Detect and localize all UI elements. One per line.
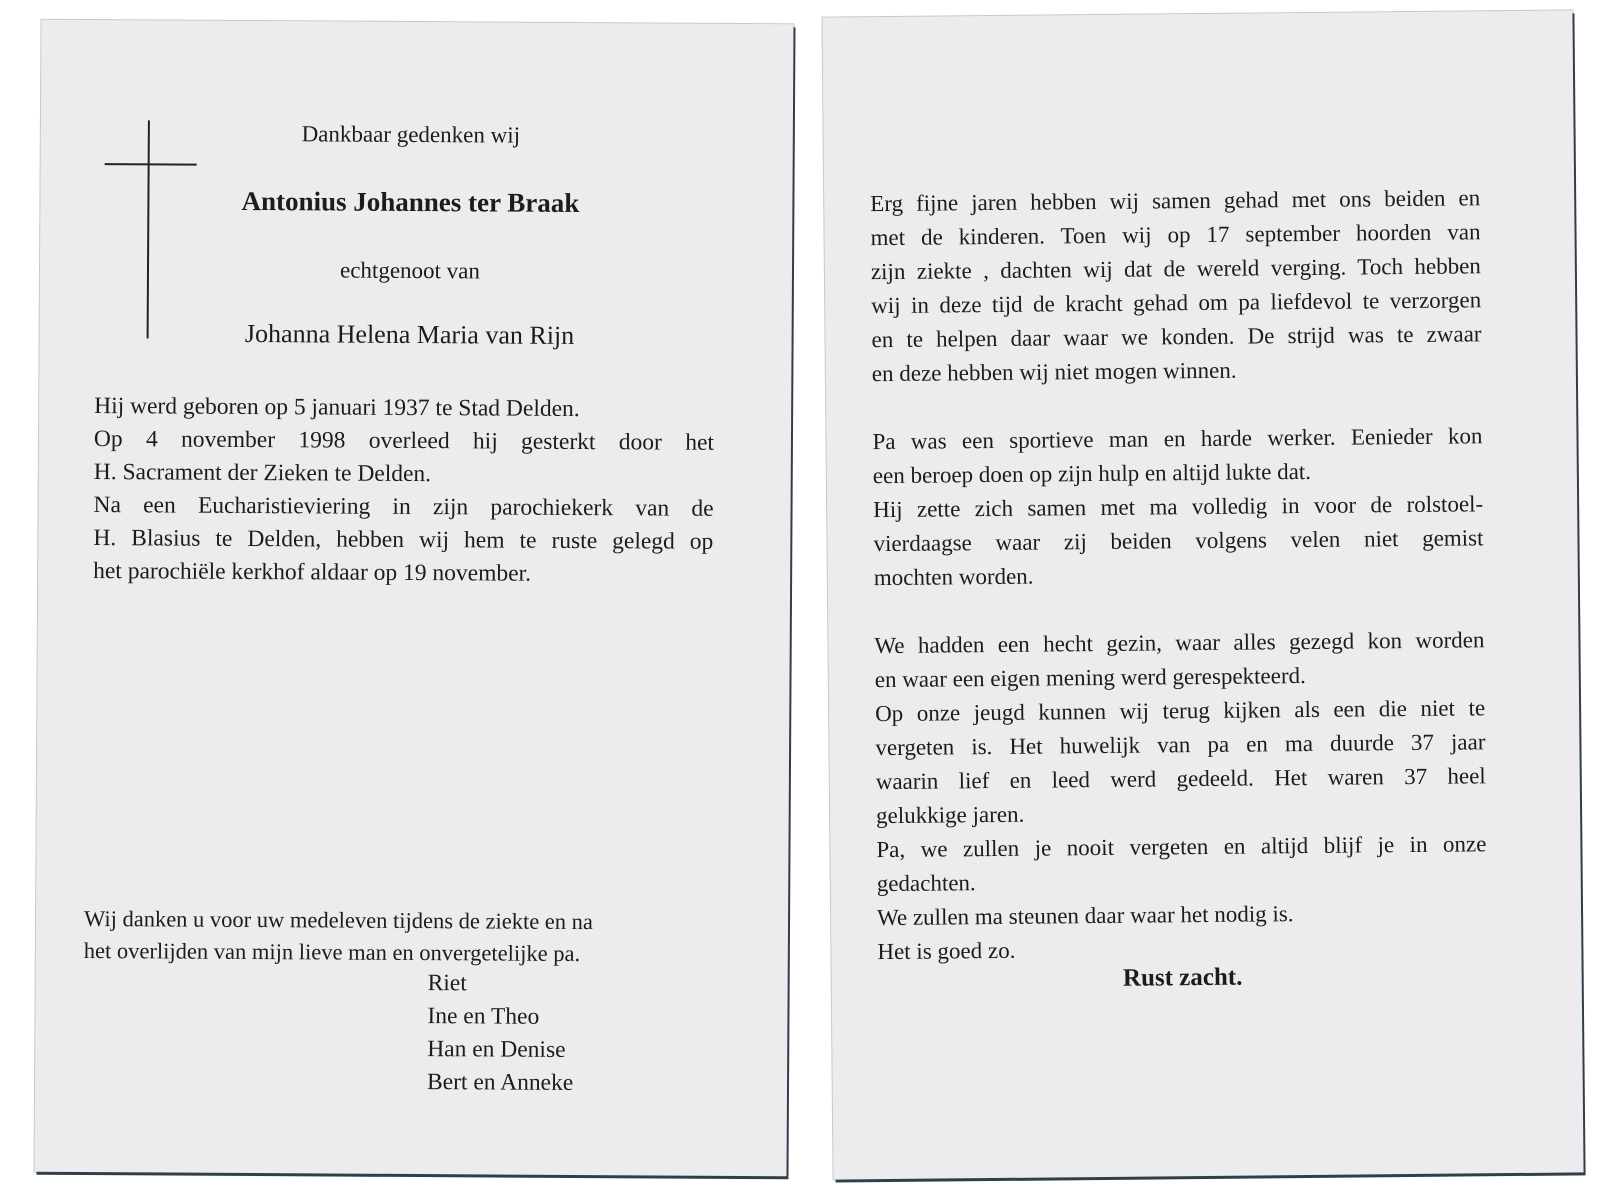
thanks-line: Wij danken u voor uw medeleven tijdens de ziekte en na xyxy=(83,905,594,935)
tribute-line: met de kinderen. Toen wij op 17 september hoorden van xyxy=(870,219,1481,251)
memorial-card-left xyxy=(34,20,793,1177)
tribute-line: We zullen ma steunen daar waar het nodig is. xyxy=(876,901,1294,931)
tribute-line: We hadden een hecht gezin, waar alles gezegd kon worden xyxy=(874,627,1485,659)
bio-line: H. Sacrament der Zieken te Delden. xyxy=(93,459,432,488)
family-signatures xyxy=(427,967,574,1100)
tribute-line: vergeten is. Het huwelijk van pa en ma duurde 37 jaar xyxy=(875,729,1486,761)
tribute-line: mochten worden. xyxy=(873,563,1034,591)
tribute-line: Erg fijne jaren hebben wij samen gehad met ons beiden en xyxy=(870,185,1481,217)
family-member: Han en Denise xyxy=(427,1036,566,1063)
bio-line: het parochiële kerkhof aldaar op 19 november. xyxy=(93,558,532,587)
tribute-line: een beroep doen op zijn hulp en altijd lukte dat. xyxy=(872,458,1312,489)
tribute-text xyxy=(870,181,1487,969)
memorial-card-right xyxy=(822,10,1583,1179)
family-member: Ine en Theo xyxy=(427,1003,540,1030)
family-member: Bert en Anneke xyxy=(426,1069,574,1096)
spouse-name: Johanna Helena Maria van Rijn xyxy=(244,318,575,350)
tribute-line: Hij zette zich samen met ma volledig in voor de rolstoel- xyxy=(873,491,1484,523)
family-member: Riet xyxy=(427,970,467,997)
tribute-line: gelukkige jaren. xyxy=(875,801,1025,829)
closing-text: Rust zacht. xyxy=(1122,963,1243,992)
tribute-line: gedachten. xyxy=(876,870,976,897)
tribute-line: Op onze jeugd kunnen wij terug kijken als een die niet te xyxy=(875,695,1486,727)
bio-line: Hij werd geboren op 5 januari 1937 te Stad Delden. xyxy=(94,393,580,423)
bio-line: Op 4 november 1998 overleed hij gesterkt door het xyxy=(93,426,715,456)
tribute-line: vierdaagse waar zij beiden volgens velen niet gemist xyxy=(873,525,1484,557)
tribute-line: en deze hebben wij niet mogen winnen. xyxy=(871,357,1237,387)
tribute-line: Pa, we zullen je nooit vergeten en altijd blijf je in onze xyxy=(876,831,1487,863)
deceased-name: Antonius Johannes ter Braak xyxy=(241,185,580,219)
tribute-line: en te helpen daar waar we konden. De strijd was te zwaar xyxy=(871,321,1482,353)
intro-text: Dankbaar gedenken wij xyxy=(301,121,521,148)
cross-icon xyxy=(147,120,150,338)
tribute-line: zijn ziekte , dachten wij dat de wereld verging. Toch hebben xyxy=(870,253,1481,285)
tribute-line: wij in deze tijd de kracht gehad om pa liefdevol te verzorgen xyxy=(871,287,1482,319)
tribute-line: Het is goed zo. xyxy=(877,937,1016,965)
thanks-message xyxy=(84,903,694,971)
tribute-line: Pa was een sportieve man en harde werker. Eenieder kon xyxy=(872,423,1483,455)
tribute-line: en waar een eigen mening werd gerespekteerd. xyxy=(874,663,1306,693)
tribute-line: waarin lief en leed werd gedeeld. Het waren 37 heel xyxy=(875,763,1486,795)
thanks-line: het overlijden van mijn lieve man en onvergetelijke pa. xyxy=(83,937,581,967)
spouse-label: echtgenoot van xyxy=(339,257,481,284)
cross-icon-bar xyxy=(105,163,197,166)
bio-line: Na een Eucharistieviering in zijn parochiekerk van de xyxy=(93,492,714,522)
bio-line: H. Blasius te Delden, hebben wij hem te ruste gelegd op xyxy=(93,525,714,555)
biography xyxy=(93,390,714,592)
